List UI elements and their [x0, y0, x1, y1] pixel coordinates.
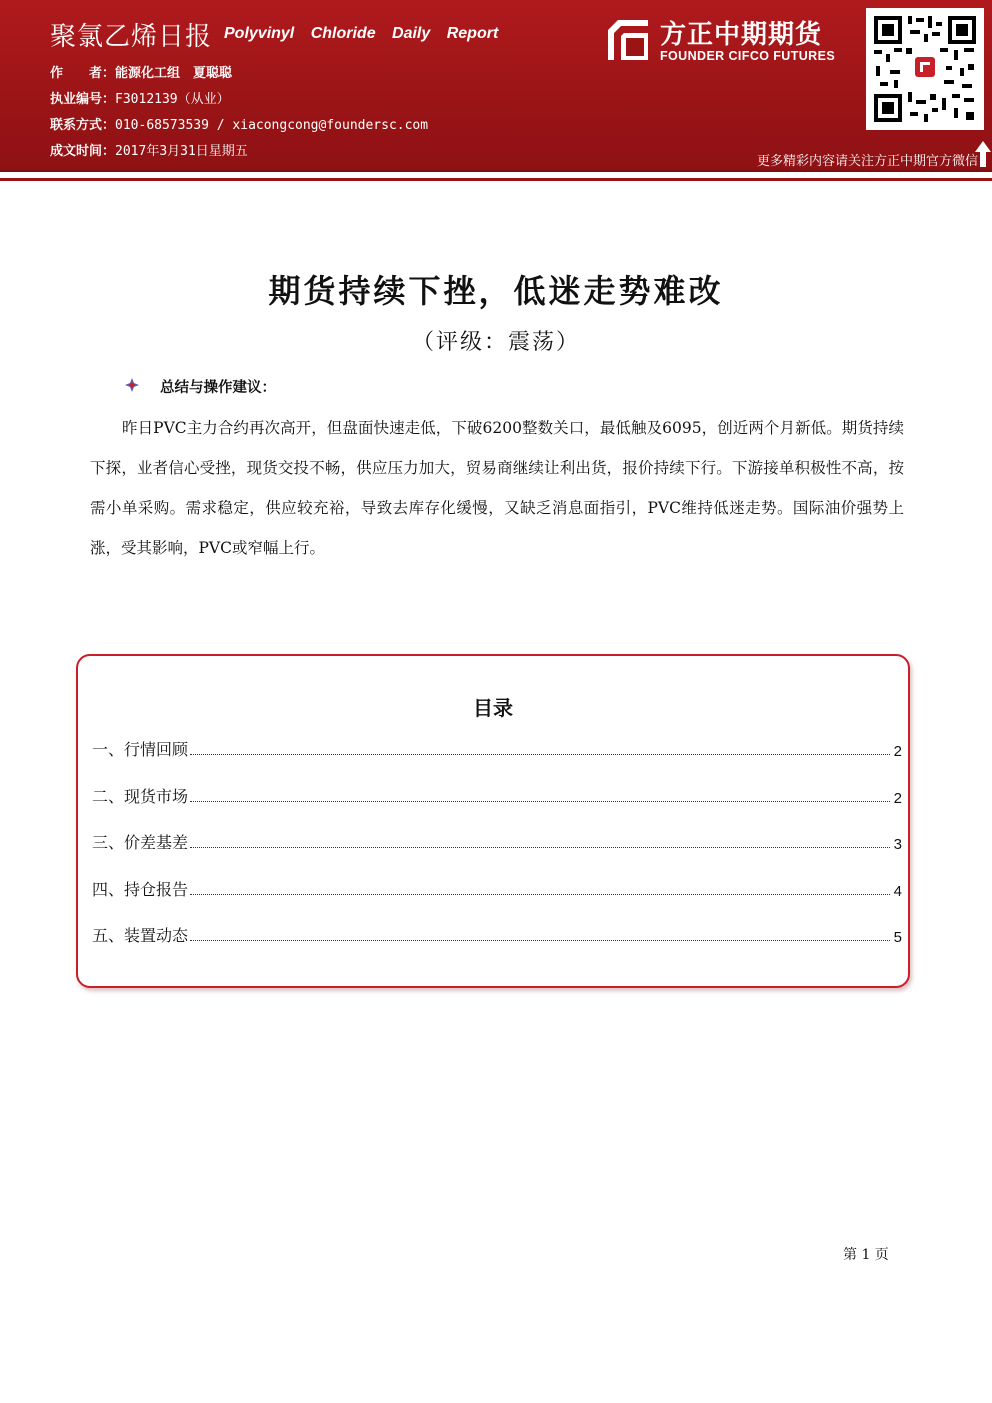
author-line	[50, 62, 232, 81]
rating-label: （评级：震荡）	[411, 330, 580, 355]
toc-leader	[190, 801, 890, 802]
toc-item-page: 2	[893, 790, 902, 807]
toc-leader	[190, 940, 890, 941]
page-title: 期货持续下挫，低迷走势难改	[268, 272, 724, 310]
toc-item-label: 五、装置动态	[92, 926, 189, 945]
bullet-icon	[125, 378, 139, 392]
follow-wechat-text: 更多精彩内容请关注方正中期官方微信	[756, 154, 978, 169]
summary-heading-text: 总结与操作建议：	[160, 380, 276, 396]
toc-item[interactable]	[92, 922, 902, 946]
toc-item[interactable]	[92, 876, 902, 900]
toc-title: 目录	[473, 696, 513, 720]
date-line	[50, 140, 248, 159]
contact-label: 联系方式：	[50, 118, 116, 133]
page-number: 第 1 页	[843, 1247, 889, 1263]
contact-value: 010-68573539 / xiacongcong@foundersc.com	[115, 118, 429, 133]
author-label: 作 者：	[50, 66, 116, 81]
toc-item-page: 4	[893, 883, 902, 900]
author-value: 能源化工组 夏聪聪	[115, 66, 233, 81]
brand-name-en: FOUNDER CIFCO FUTURES	[660, 49, 836, 63]
toc-item[interactable]	[92, 783, 902, 807]
toc-item-label: 二、现货市场	[92, 787, 189, 806]
toc-item-label: 一、行情回顾	[92, 740, 189, 759]
summary-paragraph: 昨日PVC主力合约再次高开，但盘面快速走低，下破6200整数关口，最低触及6095，创近两个月新低。期货持续下探，业者信心受挫，现货交投不畅，供应压力加大，贸易商继续让利出货，报价持续下行。下游接单积极性不高，按需小单采购。需求稳定，供应较充裕，导致去库存化缓慢，又缺乏消息面指引，PVC维持低迷走势。国际油价强势上涨，受其影响，PVC或窄幅上行。	[90, 419, 904, 557]
toc-item-page: 5	[893, 929, 902, 946]
toc-leader	[190, 894, 890, 895]
contact-line	[50, 114, 428, 133]
toc-item[interactable]	[92, 829, 902, 853]
license-label: 执业编号：	[50, 92, 116, 107]
up-arrow-icon	[974, 140, 992, 168]
toc-item-page: 3	[893, 836, 902, 853]
toc-item-page: 2	[893, 743, 902, 760]
header-divider-bottom	[0, 178, 992, 181]
date-label: 成文时间：	[50, 144, 116, 159]
table-of-contents	[76, 654, 910, 988]
report-title-cn: 聚氯乙烯日报	[50, 22, 213, 52]
toc-leader	[190, 847, 890, 848]
report-title-en: Polyvinyl Chloride Daily Report	[224, 25, 499, 42]
toc-leader	[190, 754, 890, 755]
toc-item[interactable]	[92, 736, 902, 760]
qr-code-icon	[866, 8, 984, 130]
summary-heading	[126, 376, 276, 397]
date-value: 2017年3月31日星期五	[115, 144, 248, 159]
toc-item-label: 四、持仓报告	[92, 880, 189, 899]
license-line	[50, 88, 230, 107]
toc-item-label: 三、价差基差	[92, 833, 189, 852]
header-divider	[0, 170, 992, 172]
report-header	[0, 0, 992, 172]
brand-name-cn: 方正中期期货	[660, 20, 823, 50]
logo-mark-icon	[604, 16, 652, 64]
license-value: F3012139（从业）	[115, 92, 230, 107]
